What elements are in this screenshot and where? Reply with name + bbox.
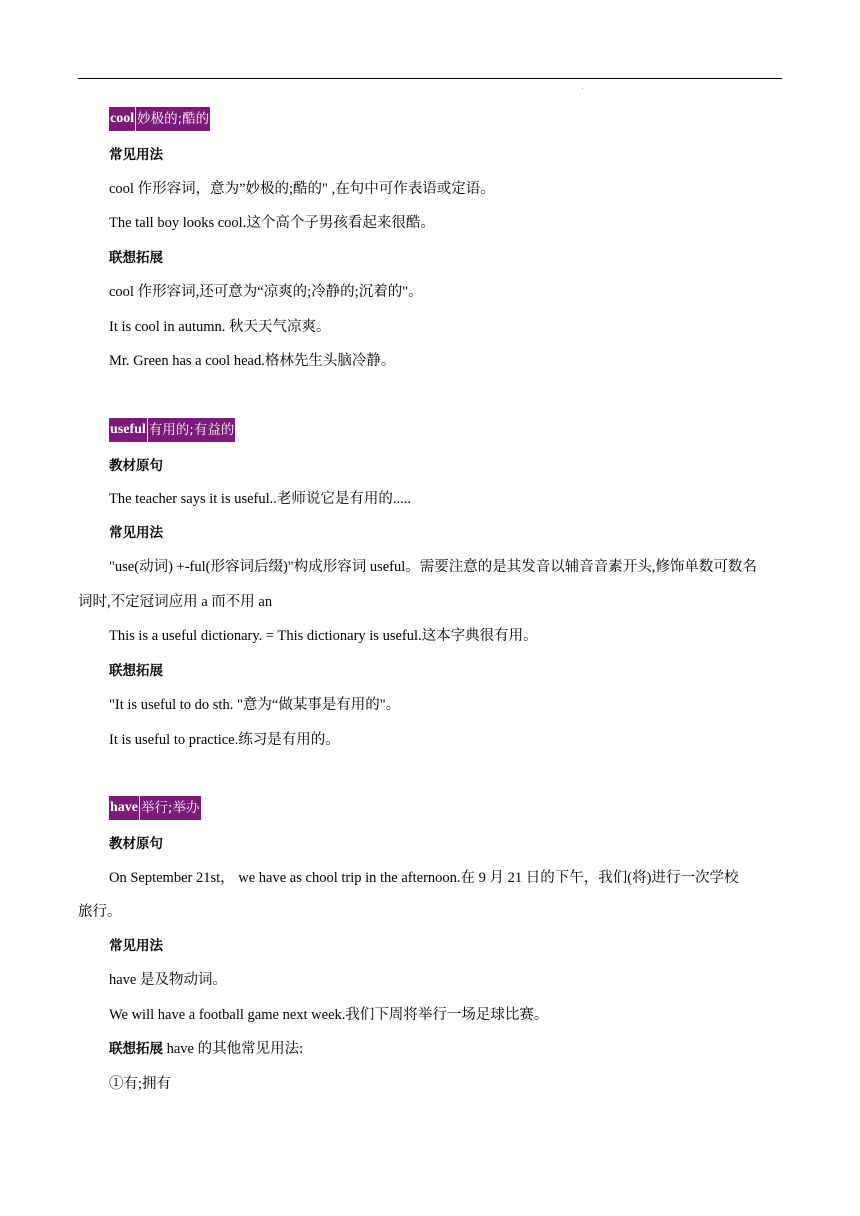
section-label: 联想拓展: [109, 1041, 163, 1057]
example-line: We will have a football game next week.我们下周将举行一场足球比赛。: [109, 1007, 549, 1023]
example-line-continued: 旅行。: [78, 904, 122, 920]
heading-word: cool: [109, 107, 135, 131]
body-text: have 的其他常见用法:: [163, 1041, 304, 1057]
heading-word: useful: [109, 418, 147, 442]
body-line: cool 作形容词，意为”妙极的;酷的" ,在句中可作表语或定语。: [109, 181, 495, 197]
header-mark: ': [582, 88, 584, 94]
section-label: 常见用法: [109, 147, 163, 163]
heading-meaning: 举行;举办: [140, 796, 201, 820]
entry-heading-cool: [109, 107, 211, 131]
numbered-item: ①有;拥有: [109, 1076, 172, 1092]
mixed-label-line: [109, 1040, 303, 1058]
entry-heading-have: [109, 796, 202, 820]
body-line: cool 作形容词,还可意为“凉爽的;冷静的;沉着的"。: [109, 284, 423, 300]
section-label: 常见用法: [109, 525, 163, 541]
heading-meaning: 妙极的;酷的: [136, 107, 210, 131]
section-label: 联想拓展: [109, 663, 163, 679]
example-line: The tall boy looks cool.这个高个子男孩看起来很酷。: [109, 215, 435, 231]
section-label: 常见用法: [109, 938, 163, 954]
example-line: Mr. Green has a cool head.格林先生头脑冷静。: [109, 353, 396, 369]
example-line: It is useful to practice.练习是有用的。: [109, 732, 340, 748]
section-label: 教材原句: [109, 458, 163, 474]
example-line: This is a useful dictionary. = This dictionary is useful.这本字典很有用。: [109, 628, 538, 644]
body-line: "It is useful to do sth. "意为“做某事是有用的"。: [109, 697, 401, 713]
body-line: "use(动词) +-ful(形容词后缀)"构成形容词 useful。需要注意的是其发音以辅音音素开头,修饰单数可数名: [109, 559, 757, 575]
body-line: have 是及物动词。: [109, 972, 227, 988]
header-rule: [78, 78, 782, 79]
heading-meaning: 有用的;有益的: [148, 418, 236, 442]
heading-word: have: [109, 796, 139, 820]
example-line: The teacher says it is useful..老师说它是有用的.....: [109, 491, 412, 507]
section-label: 联想拓展: [109, 250, 163, 266]
example-line: On September 21st， we have as chool trip in the afternoon.在 9 月 21 日的下午，我们(将)进行一次学校: [109, 870, 739, 886]
entry-heading-useful: [109, 418, 236, 442]
example-line: It is cool in autumn. 秋天天气凉爽。: [109, 319, 331, 335]
body-line-continued: 词时,不定冠词应用 a 而不用 an: [78, 594, 273, 610]
section-label: 教材原句: [109, 836, 163, 852]
